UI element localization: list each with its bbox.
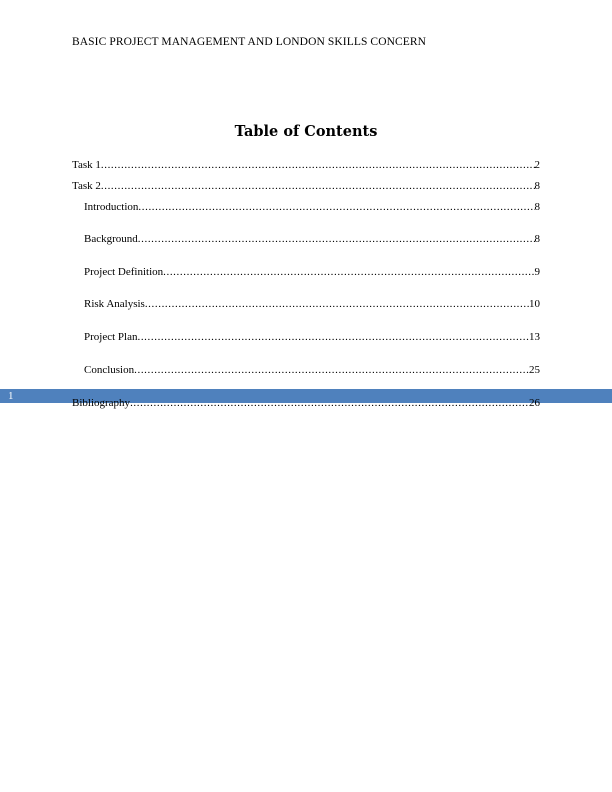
- toc-entry-label: Conclusion: [84, 364, 135, 376]
- toc-leader-dots: [130, 396, 529, 410]
- toc-leader-dots: [145, 297, 529, 311]
- toc-entry-background[interactable]: [84, 232, 540, 246]
- toc-entry-label: Bibliography: [72, 397, 131, 409]
- toc-entry-project-definition[interactable]: [84, 265, 540, 279]
- toc-entry-project-plan[interactable]: [84, 330, 540, 344]
- page-number: 1: [8, 390, 14, 402]
- toc-entry-label: Task 1: [72, 159, 101, 171]
- toc-entry-introduction[interactable]: [84, 200, 540, 214]
- toc-entry-task-2[interactable]: [72, 179, 540, 193]
- toc-entry-task-1[interactable]: [72, 158, 540, 172]
- toc-entry-conclusion[interactable]: [84, 363, 540, 377]
- toc-leader-dots: [138, 200, 534, 214]
- toc-entry-label: Project Plan: [84, 331, 138, 343]
- toc-entry-page: 9: [534, 266, 540, 278]
- toc-entry-bibliography[interactable]: [72, 396, 540, 410]
- toc-entry-page: 26: [529, 397, 540, 409]
- toc-leader-dots: [138, 232, 535, 246]
- toc-entry-label: Background: [84, 233, 138, 245]
- toc-leader-dots: [134, 363, 529, 377]
- toc-entry-label: Project Definition: [84, 266, 164, 278]
- running-header: BASIC PROJECT MANAGEMENT AND LONDON SKILLS CONCERN: [72, 36, 427, 48]
- toc-entry-label: Risk Analysis: [84, 298, 145, 310]
- toc-leader-dots: [101, 179, 535, 193]
- toc-entry-page: 8: [534, 201, 540, 213]
- toc-entry-page: 8: [534, 180, 540, 192]
- toc-leader-dots: [163, 265, 534, 279]
- toc-entry-label: Introduction: [84, 201, 139, 213]
- toc-title: Table of Contents: [234, 123, 378, 140]
- toc-entry-label: Task 2: [72, 180, 101, 192]
- toc-entry-page: 8: [534, 233, 540, 245]
- toc-entry-page: 13: [529, 331, 540, 343]
- toc-entry-page: 25: [529, 364, 540, 376]
- toc-entry-page: 10: [529, 298, 540, 310]
- toc-entry-risk-analysis[interactable]: [84, 297, 540, 311]
- toc-leader-dots: [137, 330, 529, 344]
- toc-entry-page: 2: [534, 159, 540, 171]
- toc-leader-dots: [101, 158, 535, 172]
